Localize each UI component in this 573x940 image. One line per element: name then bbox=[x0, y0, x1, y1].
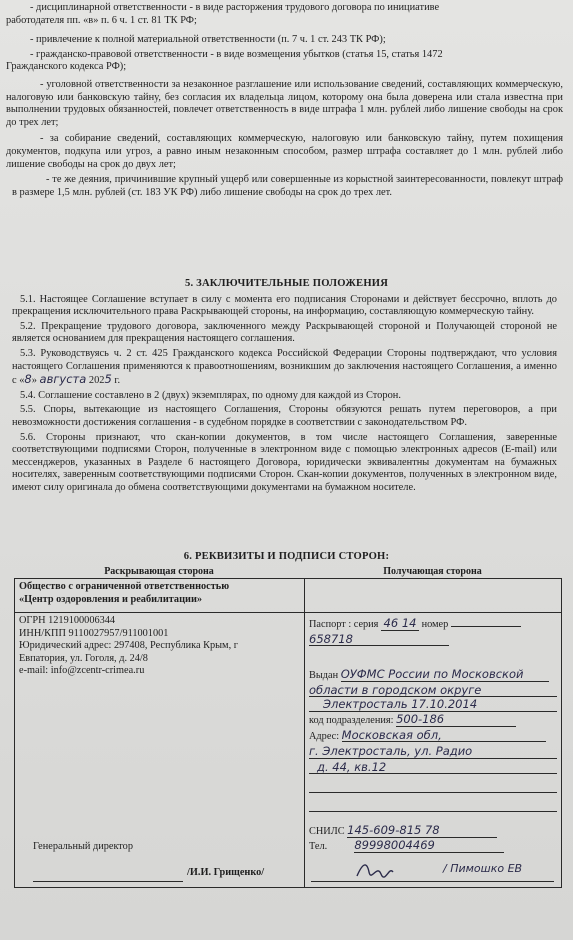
list-line: Гражданского кодекса РФ); bbox=[6, 61, 127, 73]
issued-by-2: области в городском округе bbox=[309, 684, 557, 698]
phone-number: 89998004469 bbox=[354, 839, 504, 853]
section-5 bbox=[0, 278, 573, 495]
legal-address: Юридический адрес: 297408, Республика Крым, г Евпатория, ул. Гоголя, д. 24/8 bbox=[19, 640, 238, 664]
list-paragraph: - за собирание сведений, составляющих коммерческую, налоговую или банковскую тайну, путем похищения документов, подкупа или угроз, а равно иным незаконным способом, размер штрафа составляет до 1 млн. рублей либо лишение свободы на срок до двух лет; bbox=[6, 133, 563, 170]
list-line: работодателя пп. «в» п. 6 ч. 1 ст. 81 ТК РФ; bbox=[6, 14, 197, 26]
director-title: Генеральный директор bbox=[33, 841, 133, 852]
email: e-mail: info@zcentr-crimea.ru bbox=[19, 665, 145, 677]
requisites-table bbox=[14, 566, 561, 895]
date-day: 8 bbox=[24, 372, 32, 387]
passport-series: 46 14 bbox=[381, 617, 419, 631]
list-line: - привлечение к полной материальной ответственности (п. 7 ч. 1 ст. 243 ТК РФ); bbox=[30, 34, 386, 46]
address-1: Московская обл, bbox=[342, 729, 546, 743]
clause-5-6: 5.6. Стороны признают, что скан-копии документов, в том числе настоящего Соглашения, заверенные соответствующими подписями Сторон, полученные в электронном виде с помощью электронных адресов (E-mail) или мессенджеров, указанных в Разделе 6 настоящего Договора, юридически эквивалентны документам на бумажных носителях, заверенным соответствующими подписями Сторон. Скан-копии документов, полученных в электронном виде, имеют силу оригинала до обмена соответствующими документами на бумажном носителе. bbox=[12, 431, 557, 493]
list-line: - гражданско-правовой ответственности - в виде возмещения убытков (статья 15, статья 1472 bbox=[30, 48, 443, 60]
director-name: /И.И. Грищенко/ bbox=[187, 867, 265, 878]
clause-5-2: 5.2. Прекращение трудового договора, заключенного между Раскрывающей стороной и Получающей стороной не является основанием для прекращения настоящего соглашения. bbox=[12, 320, 557, 345]
issued-by-1: ОУФМС России по Московской bbox=[341, 668, 549, 682]
director-signature-line bbox=[33, 869, 183, 882]
issued-by-3: Электросталь 17.10.2014 bbox=[309, 698, 557, 712]
liability-list bbox=[0, 2, 573, 199]
department-code-row: код подразделения: 500-186 bbox=[309, 713, 557, 728]
section-6 bbox=[0, 551, 573, 564]
address-2: г. Электросталь, ул. Радио bbox=[309, 745, 557, 759]
address-row: Адрес: Московская обл, bbox=[309, 729, 557, 744]
section-5-title: 5. ЗАКЛЮЧИТЕЛЬНЫЕ ПОЛОЖЕНИЯ bbox=[184, 278, 389, 289]
empty-cell bbox=[305, 579, 562, 613]
issued-row: Выдан ОУФМС России по Московской bbox=[309, 668, 557, 683]
address-3: д. 44, кв.12 bbox=[309, 761, 557, 775]
organization-name: Общество с ограниченной ответственностью «Центр оздоровления и реабилитации» bbox=[15, 579, 305, 613]
signature-scribble-icon bbox=[355, 860, 395, 880]
left-party-header: Раскрывающая сторона bbox=[104, 566, 214, 577]
date-year: 5 bbox=[104, 372, 112, 387]
blank-line bbox=[309, 795, 557, 812]
receiver-name: / Пимошко ЕВ bbox=[443, 862, 523, 875]
section-6-title: 6. РЕКВИЗИТЫ И ПОДПИСИ СТОРОН: bbox=[183, 551, 390, 562]
clause-5-4: 5.4. Соглашение составлено в 2 (двух) экземплярах, по одному для каждой из Сторон. bbox=[20, 389, 401, 401]
right-party-header: Получающая сторона bbox=[383, 566, 482, 577]
list-line: - дисциплинарной ответственности - в виде расторжения трудового договора по инициативе bbox=[30, 2, 440, 13]
receiving-party-details bbox=[305, 613, 562, 888]
snils-number: 145-609-815 78 bbox=[347, 824, 497, 838]
date-month: августа bbox=[39, 372, 87, 387]
receiver-signature bbox=[355, 860, 395, 883]
passport-number: 658718 bbox=[309, 633, 449, 647]
list-paragraph: - уголовной ответственности за незаконное разглашение или использование сведений, составляющих коммерческую, налоговую или банковскую тайну, без согласия их владельца лицом, которому она была доверена или стала известна при выполнении трудовых обязанностей, повлечет ответственность в виде штрафа 1 млн. рублей либо лишение свободы на срок до трех лет; bbox=[6, 78, 563, 128]
passport-row: Паспорт : серия 46 14 номер bbox=[309, 617, 557, 632]
disclosing-party-details bbox=[15, 613, 305, 888]
ogrn: ОГРН 1219100006344 bbox=[19, 615, 116, 626]
blank-line bbox=[309, 776, 557, 793]
clause-5-5: 5.5. Споры, вытекающие из настоящего Соглашения, Стороны обязуются решать путем переговоров, а при невозможности достижения соглашения - в судебном порядке в соответствии с законодательством РФ. bbox=[12, 404, 557, 428]
snils-row: СНИЛС 145-609-815 78 bbox=[309, 824, 557, 839]
clause-5-1: 5.1. Настоящее Соглашение вступает в силу с момента его подписания Сторонами и действует бессрочно, вплоть до прекращения исключительного права Раскрывающей стороны, на информацию, составляющую коммерческую тайну. bbox=[12, 293, 557, 318]
clause-5-3: 5.3. Руководствуясь ч. 2 ст. 425 Гражданского кодекса Российской Федерации Стороны подтверждают, что условия настоящего Соглашения применяются к правоотношениям, возникшим до заключения настоящего Соглашения, а именно с «8» августа 2025 г. bbox=[12, 347, 557, 387]
department-code: 500-186 bbox=[396, 713, 516, 727]
list-paragraph: - те же деяния, причинившие крупный ущерб или совершенные из корыстной заинтересованности, повлекут штраф в размере 1,5 млн. рублей (ст. 183 УК РФ) либо лишение свободы на срок до трех лет. bbox=[12, 174, 563, 198]
inn-kpp: ИНН/КПП 9110027957/911001001 bbox=[19, 627, 169, 639]
phone-row: Тел. 89998004469 bbox=[309, 839, 557, 854]
